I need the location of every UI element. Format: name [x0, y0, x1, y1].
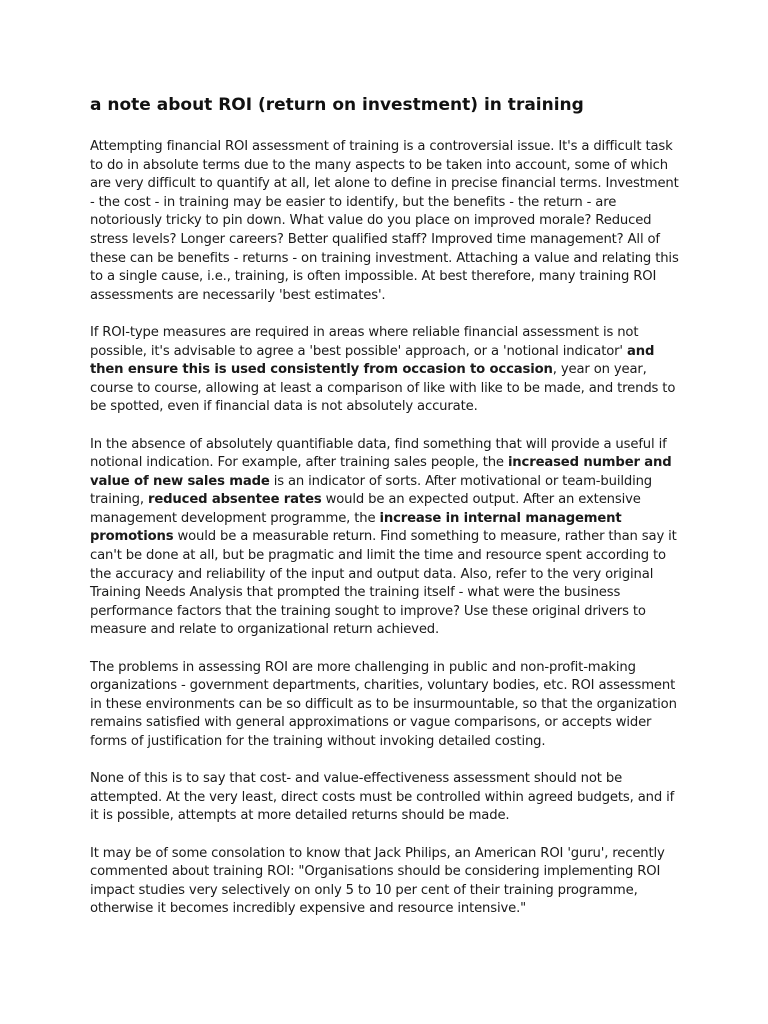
page-title: a note about ROI (return on investment) in training [90, 95, 584, 115]
paragraph-text: In the absence of absolutely quantifiable data, find something that will provide a useful if notional indication. For example, after training sales people, the [90, 436, 667, 471]
paragraph [90, 659, 684, 752]
emphasis-text: increased number and value of new sales made [90, 455, 672, 489]
paragraph-text: , year on year, course to course, allowing at least a comparison of like with like to be made, and trends to be spotted, even if financial data is not absolutely accurate. [90, 362, 676, 415]
paragraph-text: None of this is to say that cost- and value-effectiveness assessment should not be attempted. At the very least, direct costs must be controlled within agreed budgets, and if it is possible, attempts at more detailed returns should be made. [90, 771, 675, 824]
paragraph [90, 845, 684, 919]
paragraph-text: It may be of some consolation to know that Jack Philips, an American ROI 'guru', recently commented about training ROI: "Organisations should be considering implementing ROI impact studies very selectively on only 5 to 10 per cent of their training programme, otherwise it becomes incredibly expensive and resource intensive." [90, 845, 665, 917]
emphasis-text: reduced absentee rates [147, 492, 322, 508]
emphasis-text: and then ensure this is used consistently from occasion to occasion [90, 343, 655, 378]
paragraph-text: The problems in assessing ROI are more challenging in public and non-profit-making organizations - government departments, charities, voluntary bodies, etc. ROI assessment in these environments can be so difficult as to be insurmountable, so that the organization remains satisfied with general approximations or vague comparisons, or accepts wider forms of justification for the training without invoking detailed costing. [90, 659, 677, 749]
paragraph-text: Attempting financial ROI assessment of training is a controversial issue. It's a difficult task to do in absolute terms due to the many aspects to be taken into account, some of which are very difficult to quantify at all, let alone to define in precise financial terms. Investment - the cost - in training may be easier to identify, but the benefits - the return - are notoriously tricky to pin down. What value do you place on improved morale? Reduced stress levels? Longer careers? Better qualified staff? Improved time management? All of these can be benefits - returns - on training investment. Attaching a value and relating this to a single cause, i.e., training, is often impossible. At best therefore, many training ROI assessments are necessarily 'best estimates'. [90, 139, 679, 303]
paragraph-text: is an indicator of sorts. After motivational or team-building training, [90, 473, 653, 508]
document-page [90, 94, 684, 938]
paragraph [90, 770, 684, 826]
emphasis-text: increase in internal management promotions [90, 510, 622, 545]
paragraph-text: If ROI-type measures are required in areas where reliable financial assessment is not possible, it's advisable to agree a 'best possible' approach, or a 'notional indicator' [90, 324, 639, 359]
paragraph-text: would be an expected output. After an extensive management development programme, the [90, 492, 641, 526]
paragraph [90, 324, 684, 417]
paragraph-text: would be a measurable return. Find something to measure, rather than say it can't be done at all, but be pragmatic and limit the time and resource spent according to the accuracy and reliability of the input and output data. Also, refer to the very original Training Needs Analysis that prompted the training itself - what were the business performance factors that the training sought to improve? Use these original drivers to measure and relate to organizational return achieved. [90, 529, 677, 638]
paragraph [90, 436, 684, 641]
paragraph [90, 138, 684, 305]
